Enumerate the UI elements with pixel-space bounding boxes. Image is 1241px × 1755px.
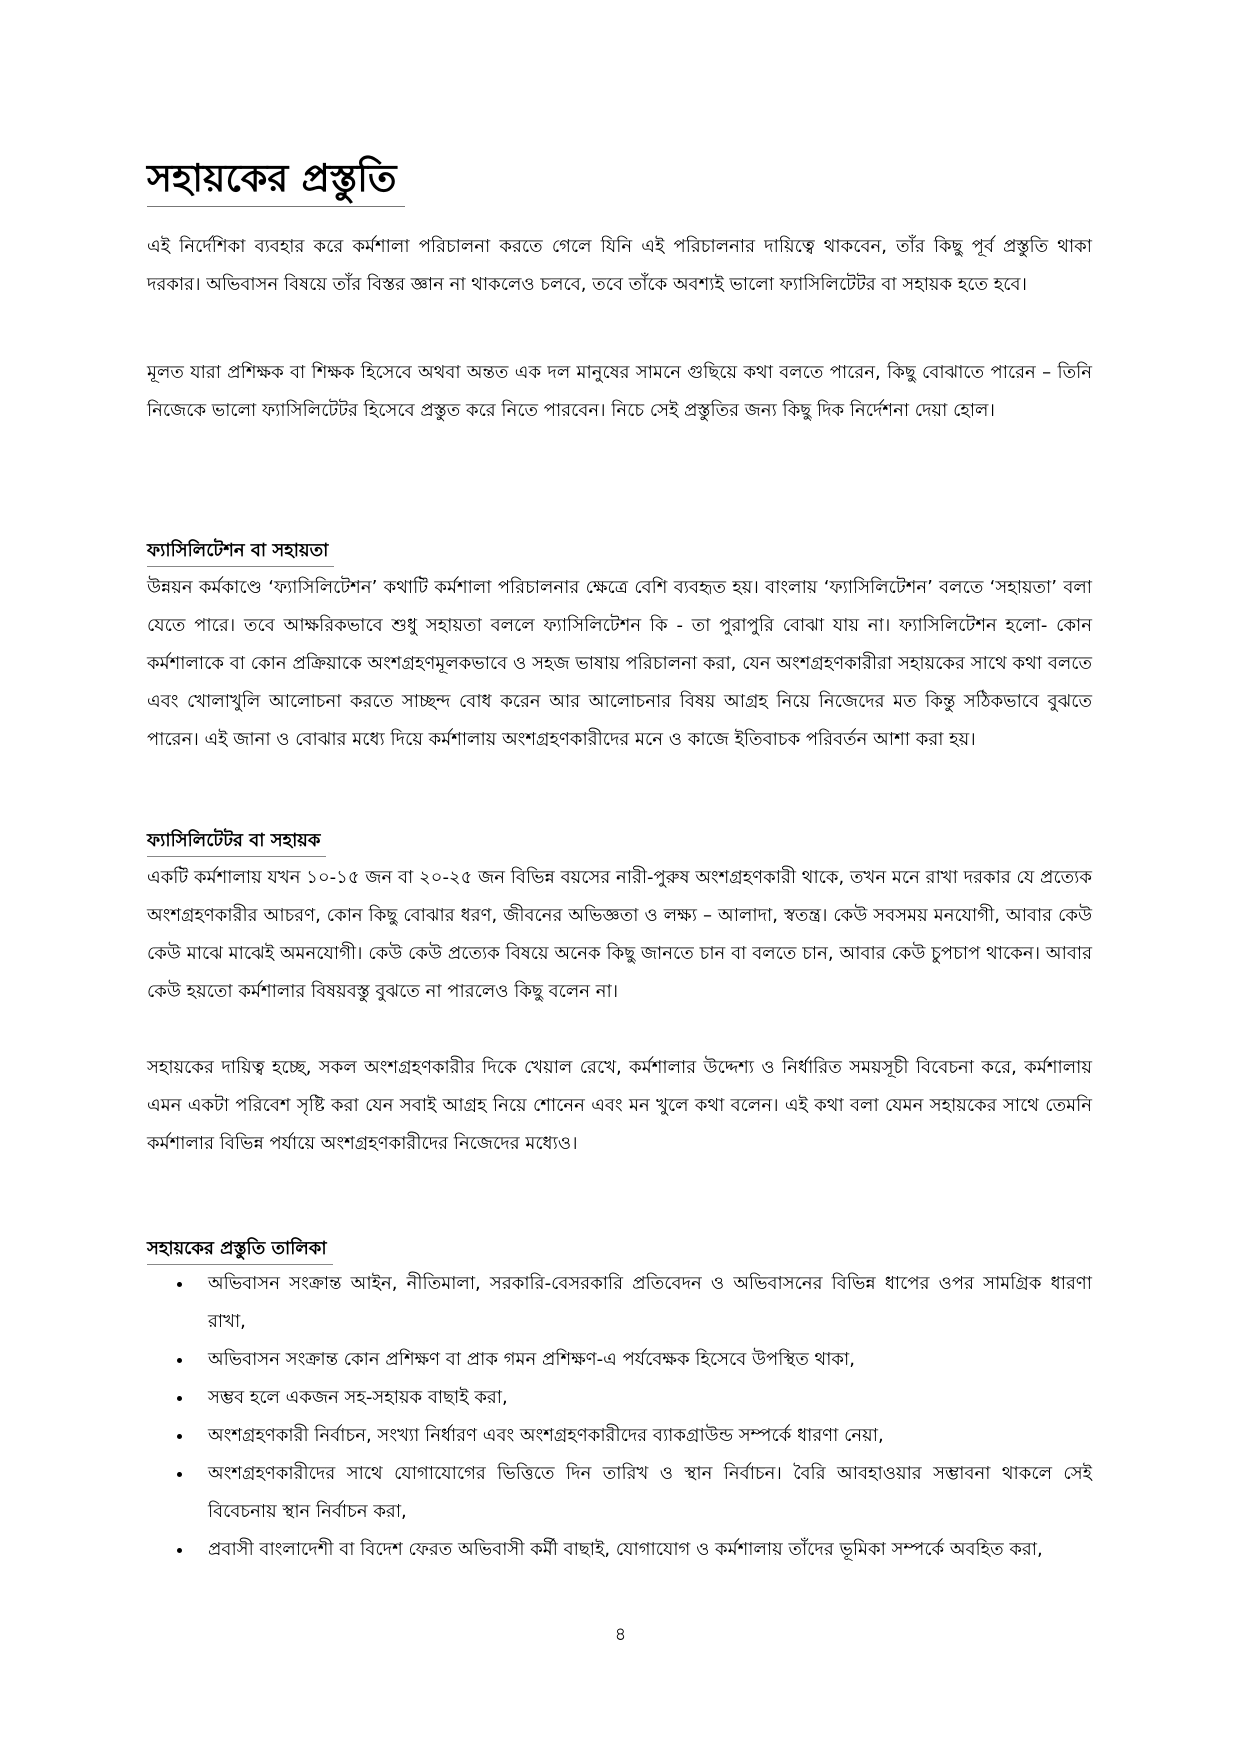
section-paragraph: সহায়কের দায়িত্ব হচ্ছে, সকল অংশগ্রহণকারীর দিকে খেয়াল রেখে, কর্মশালার উদ্দেশ্য ও নির্ধারিত সময়সূচী বিবেচনা করে, কর্মশালায় এমন একটা পরিবেশ সৃষ্টি করা যেন সবাই আগ্রহ নিয়ে শোনেন এবং মন খুলে কথা বলেন। এই কথা বলা যেমন সহায়কের সাথে তেমনি কর্মশালার বিভিন্ন পর্যায়ে অংশগ্রহণকারীদের নিজেদের মধ্যেও।	[147, 1057, 1092, 1154]
section-heading: সহায়কের প্রস্তুতি তালিকা	[147, 1234, 333, 1265]
list-item: • অভিবাসন সংক্রান্ত কোন প্রশিক্ষণ বা প্রাক গমন প্রশিক্ষণ-এ পর্যবেক্ষক হিসেবে উপস্থিত থাকা,	[194, 1341, 1092, 1379]
intro-paragraph: মূলত যারা প্রশিক্ষক বা শিক্ষক হিসেবে অথবা অন্তত এক দল মানুষের সামনে গুছিয়ে কথা বলতে পারেন, কিছু বোঝাতে পারেন – তিনি নিজেকে ভালো ফ্যাসিলিটেটর হিসেবে প্রস্তুত করে নিতে পারবেন। নিচে সেই প্রস্তুতির জন্য কিছু দিক নির্দেশনা দেয়া হোল।	[147, 362, 1092, 421]
intro-paragraph: এই নির্দেশিকা ব্যবহার করে কর্মশালা পরিচালনা করতে গেলে যিনি এই পরিচালনার দায়িত্বে থাকবেন, তাঁর কিছু পূর্ব প্রস্তুতি থাকা দরকার। অভিবাসন বিষয়ে তাঁর বিস্তর জ্ঞান না থাকলেও চলবে, তবে তাঁকে অবশ্যই ভালো ফ্যাসিলিটেটর বা সহায়ক হতে হবে।	[147, 236, 1092, 295]
list-item: • অংশগ্রহণকারী নির্বাচন, সংখ্যা নির্ধারণ এবং অংশগ্রহণকারীদের ব্যাকগ্রাউন্ড সম্পর্কে ধারণা নেয়া,	[194, 1417, 1092, 1455]
section-facilitation	[147, 536, 1092, 759]
intro-paragraph-2-block	[147, 354, 1092, 430]
section-heading: ফ্যাসিলিটেশন বা সহায়তা	[147, 536, 334, 567]
page-number: ৪	[614, 1624, 627, 1645]
section-facilitator	[147, 826, 1092, 1163]
title-block	[147, 150, 1092, 207]
list-item: • অংশগ্রহণকারীদের সাথে যোগাযোগের ভিত্তিতে দিন তারিখ ও স্থান নির্বাচন। বৈরি আবহাওয়ার সম্ভাবনা থাকলে সেই বিবেচনায় স্থান নির্বাচন করা,	[194, 1455, 1092, 1531]
intro-paragraph-1-block	[147, 228, 1092, 304]
list-item: • প্রবাসী বাংলাদেশী বা বিদেশ ফেরত অভিবাসী কর্মী বাছাই, যোগাযোগ ও কর্মশালায় তাঁদের ভূমিকা সম্পর্কে অবহিত করা,	[194, 1531, 1092, 1569]
page-title: সহায়কের প্রস্তুতি	[147, 150, 405, 207]
section-heading: ফ্যাসিলিটেটর বা সহায়ক	[147, 826, 326, 857]
checklist	[147, 1265, 1092, 1569]
list-item: • অভিবাসন সংক্রান্ত আইন, নীতিমালা, সরকারি-বেসরকারি প্রতিবেদন ও অভিবাসনের বিভিন্ন ধাপের ওপর সামগ্রিক ধারণা রাখা,	[194, 1265, 1092, 1341]
section-paragraph: উন্নয়ন কর্মকাণ্ডে ‘ফ্যাসিলিটেশন’ কথাটি কর্মশালা পরিচালনার ক্ষেত্রে বেশি ব্যবহৃত হয়। বাংলায় ‘ফ্যাসিলিটেশন’ বলতে ‘সহায়তা’ বলা যেতে পারে। তবে আক্ষরিকভাবে শুধু সহায়তা বললে ফ্যাসিলিটেশন কি - তা পুরাপুরি বোঝা যায় না। ফ্যাসিলিটেশন হলো- কোন কর্মশালাকে বা কোন প্রক্রিয়াকে অংশগ্রহণমূলকভাবে ও সহজ ভাষায় পরিচালনা করা, যেন অংশগ্রহণকারীরা সহায়কের সাথে কথা বলতে এবং খোলাখুলি আলোচনা করতে সাচ্ছন্দ বোধ করেন আর আলোচনার বিষয় আগ্রহ নিয়ে নিজেদের মত কিন্তু সঠিকভাবে বুঝতে পারেন। এই জানা ও বোঝার মধ্যে দিয়ে কর্মশালায় অংশগ্রহণকারীদের মনে ও কাজে ইতিবাচক পরিবর্তন আশা করা হয়।	[147, 577, 1092, 750]
section-checklist	[147, 1234, 1092, 1569]
list-item: • সম্ভব হলে একজন সহ-সহায়ক বাছাই করা,	[194, 1379, 1092, 1417]
section-paragraph: একটি কর্মশালায় যখন ১০-১৫ জন বা ২০-২৫ জন বিভিন্ন বয়সের নারী-পুরুষ অংশগ্রহণকারী থাকে, তখন মনে রাখা দরকার যে প্রত্যেক অংশগ্রহণকারীর আচরণ, কোন কিছু বোঝার ধরণ, জীবনের অভিজ্ঞতা ও লক্ষ্য – আলাদা, স্বতন্ত্র। কেউ সবসময় মনযোগী, আবার কেউ কেউ মাঝে মাঝেই অমনযোগী। কেউ কেউ প্রত্যেক বিষয়ে অনেক কিছু জানতে চান বা বলতে চান, আবার কেউ চুপচাপ থাকেন। আবার কেউ হয়তো কর্মশালার বিষয়বস্তু বুঝতে না পারলেও কিছু বলেন না।	[147, 867, 1092, 1002]
